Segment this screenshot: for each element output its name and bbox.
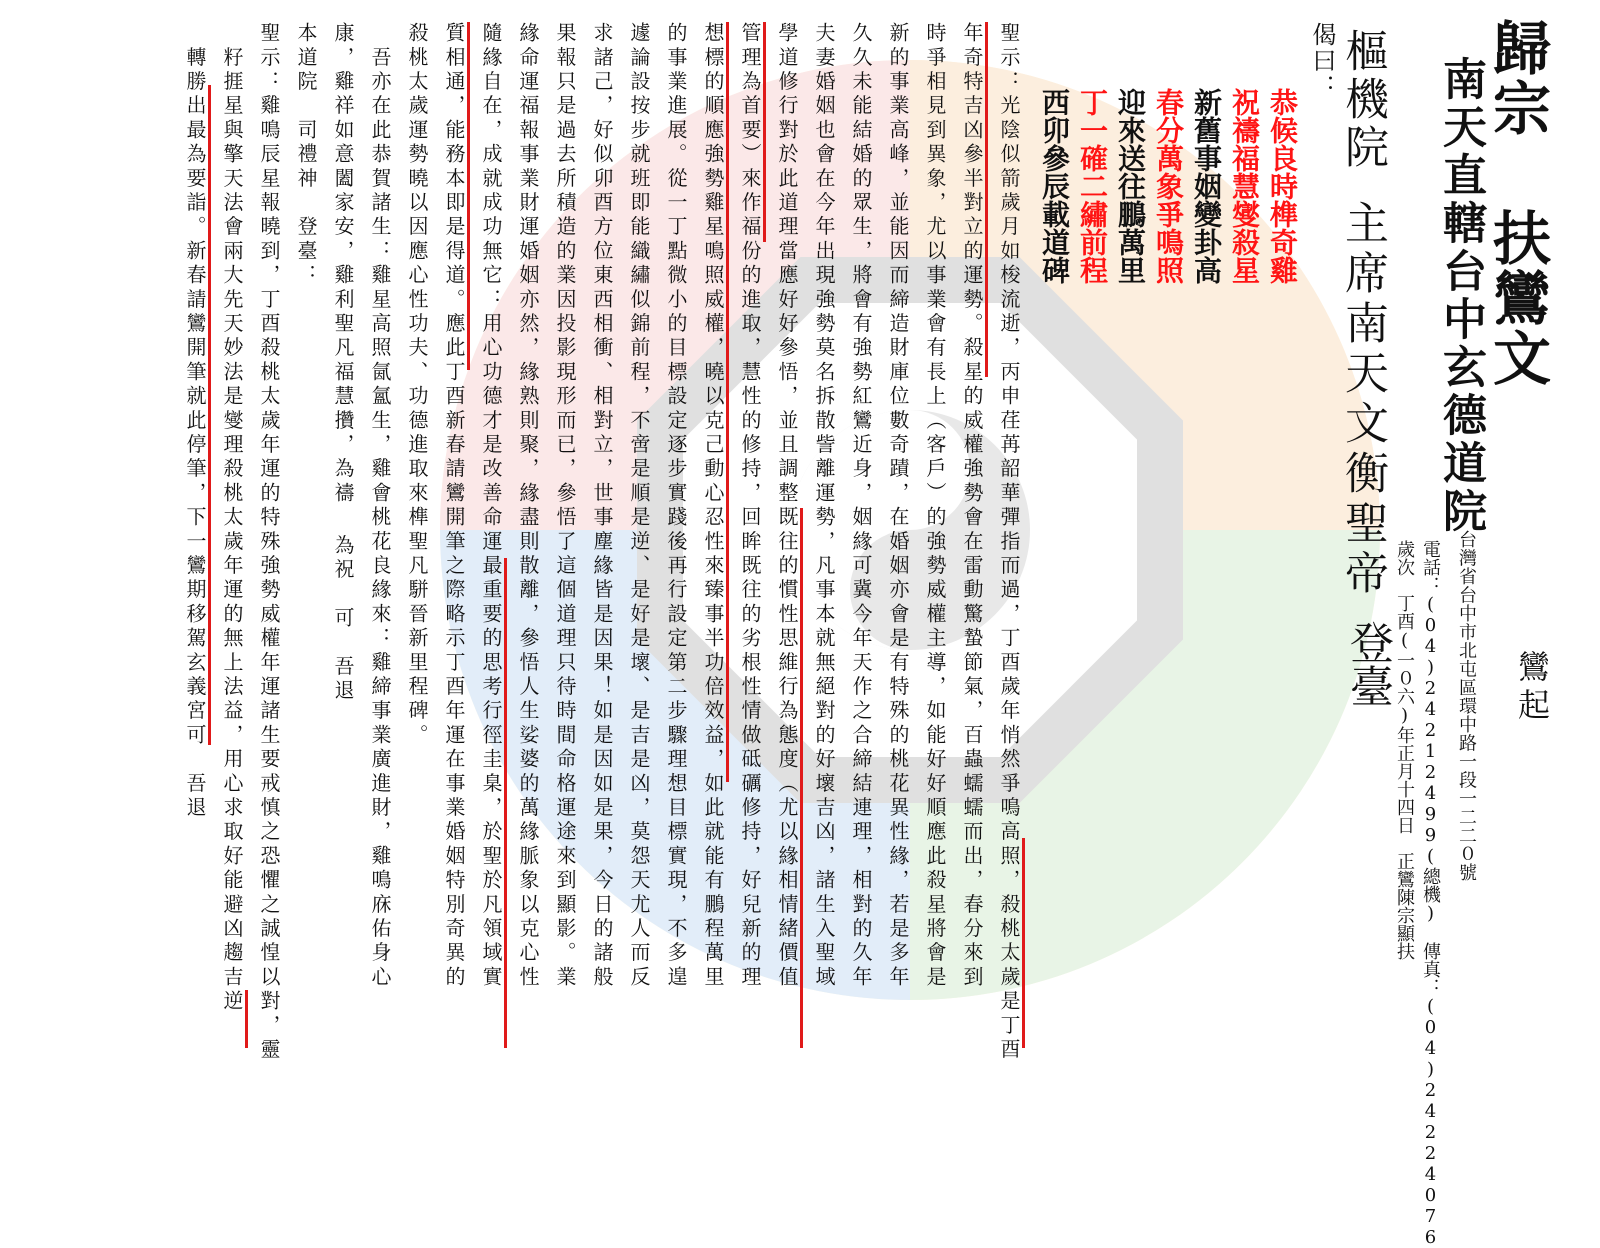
body-column: 隨緣自在，成就成功無它：用心功德才是改善命運最重要的思考行徑圭臬，於聖於凡領域實: [479, 22, 503, 990]
body-column: 聖示：光陰似箭歲月如梭流逝，丙申荏苒韶華彈指而過，丁酉歲年悄然爭鳴高照，殺桃太歲是丁酉: [997, 22, 1021, 1063]
body-column: 吾亦在此恭賀諸生：雞星高照氤氳生，雞會桃花良緣來：雞締事業廣進財，雞鳴庥佑身心: [368, 22, 392, 990]
body-column: 新的事業高峰，並能因而締造財庫位數奇蹟，在婚姻亦會是有特殊的桃花異性緣，若是多年: [886, 22, 910, 990]
body-column: 想標的順應強勢雞星鳴照威權，曉以克己動心忍性來臻事半功倍效益，如此就能有鵬程萬里: [701, 22, 725, 990]
body-column: 聖示：雞鳴辰星報曉到，丁酉殺桃太歲年運的特殊強勢威權年運諸生要戒慎之恐懼之誠惶以對，靈: [257, 22, 281, 1063]
body-column: 質相通，能務本即是得道。應此丁酉新春請鸞開筆之際略示丁酉年運在事業婚姻特別奇異的: [442, 22, 466, 990]
body-column: 的事業進展。從一丁點微小的目標設定逐步實踐後再行設定第二步驟理想目標實現，不多遑: [664, 22, 688, 990]
body-column: 管理為首要）來作福份的進取，慧性的修持，回眸既往的劣根性情做砥礪修持，好兒新的理: [738, 22, 762, 990]
address: 台灣省台中市北屯區環中路一段一二二０號: [1456, 530, 1477, 882]
emphasis-line: [467, 22, 470, 370]
poem-line: 丁一確二繡前程: [1076, 88, 1109, 284]
luan-qi-label: 鸞起: [1513, 650, 1551, 726]
deity-ascend: 登臺: [1342, 620, 1393, 708]
body-column: 求諸己，好似卯酉方位東西相衝、相對立，世事塵緣皆是因果！如是因如是果，今日的諸般: [590, 22, 614, 990]
body-column: 緣命運福報事業財運婚姻亦然，緣熟則聚，緣盡則散離，參悟人生娑婆的萬緣脈象以克心性: [516, 22, 540, 990]
organization-name: 南天直轄台中玄德道院: [1435, 56, 1486, 536]
emphasis-line: [800, 508, 803, 1048]
poem-line: 恭候良時榫奇雞: [1266, 88, 1299, 284]
poem-line: 西卯參辰載道碑: [1038, 88, 1071, 284]
emphasis-line: [985, 22, 988, 377]
poem-line: 祝禱福慧燮殺星: [1228, 88, 1261, 284]
emphasis-line: [726, 22, 729, 782]
signature-line: 本道院 司禮神 登臺：: [294, 22, 318, 289]
body-column: 殺桃太歲運勢曉以因應心性功夫、功德進取來榫聖凡駢晉新里程碑。: [405, 22, 429, 748]
verse-intro: 偈曰：: [1308, 22, 1336, 100]
emphasis-line: [1022, 838, 1025, 1048]
document-title: 歸宗 扶鸞文: [1483, 18, 1551, 388]
body-column: 久久未能結婚的眾生，將會有強勢紅鸞近身，姻緣可冀今年天作之合締結連理，相對的久年: [849, 22, 873, 990]
body-column: 時爭相見到異象，尤以事業會有長上（客戶）的強勢威權主導，如能好好順應此殺星將會是: [923, 22, 947, 990]
emphasis-line: [504, 558, 507, 1048]
deity-name: 主席南天文衡聖帝: [1337, 200, 1388, 600]
session-date: 歲次 丁酉(一０六)年正月十四日 正鸞陳宗顯扶: [1394, 540, 1415, 960]
body-column: 夫妻婚姻也會在今年出現強勢莫名拆散訾離運勢，凡事本就無絕對的好壞吉凶，諸生入聖域: [812, 22, 836, 990]
emphasis-line: [245, 990, 248, 1048]
body-column: 年奇特吉凶參半對立的運勢。殺星的威權強勢會在雷動驚蟄節氣，百蟲蠕蠕而出，春分來到: [960, 22, 984, 990]
body-column: 籽捱星與擎天法會兩大先天妙法是燮理殺桃太歲年運的無上法益，用心求取好能避凶趨吉逆: [220, 22, 244, 1015]
poem-line: 新舊事姻變卦高: [1190, 88, 1223, 284]
body-column: 康，雞祥如意闔家安，雞利聖凡福慧攢，為禱 為祝 可 吾退: [331, 22, 355, 704]
body-column: 果報只是過去所積造的業因投影現形而已，參悟了這個道理只待時間命格運途來到顯影。業: [553, 22, 577, 990]
deity-institution: 樞機院: [1337, 28, 1388, 172]
body-column: 轉勝出最為要詣。新春請鸞開筆就此停筆，下一鸞期移駕玄義宮可 吾退: [183, 22, 207, 821]
poem-line: 迎來送往鵬萬里: [1114, 88, 1147, 284]
emphasis-line: [763, 22, 766, 242]
body-column: 遽論設按步就班即能織繡似錦前程，不啻是順是逆、是好是壞、是吉是凶，莫怨天尤人而反: [627, 22, 651, 990]
contact-phone: 電話：(04)24212499(總機) 傳真：(04)24224076: [1420, 540, 1441, 1248]
emphasis-line: [208, 85, 211, 745]
body-column: 學道修行對於此道理當應好好參悟，並且調整既往的慣性思維行為態度（尤以緣相情緒價值: [775, 22, 799, 990]
poem-line: 春分萬象爭鳴照: [1152, 88, 1185, 284]
